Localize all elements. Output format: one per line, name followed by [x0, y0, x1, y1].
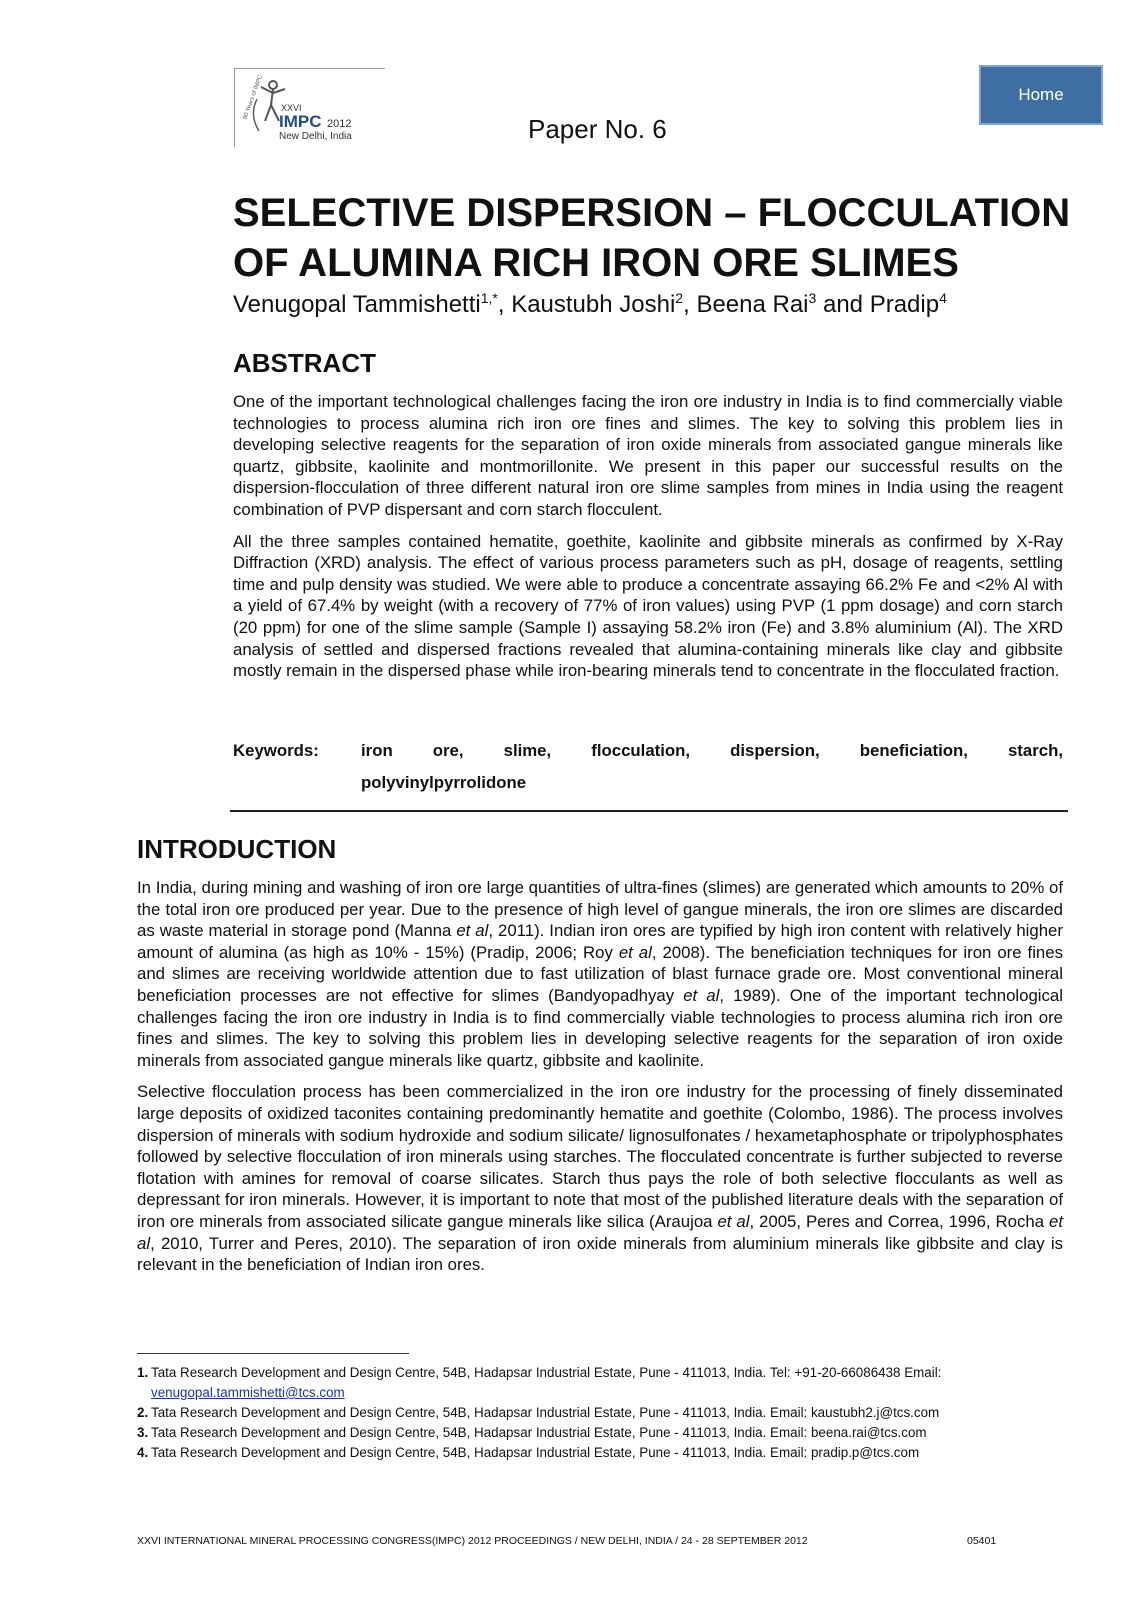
- author-list: [233, 290, 947, 319]
- text-run: , 2008). The beneficiation techniques for iron ore fines and slimes are receiving worldwide attention due to fast utilization of blast furnace grade ore. Most conventional mineral beneficiation processes are not effective for slimes (Bandyopadhyay: [137, 942, 1063, 1005]
- citation-etal: et al: [683, 985, 720, 1005]
- svg-text:New Delhi, India: New Delhi, India: [279, 131, 352, 142]
- text-run: , 2011). Indian iron ores are typified by high iron content with relatively higher amount of alumina (as high as 10% - 15%) (Pradip, 2006; Roy: [137, 921, 1063, 962]
- introduction-paragraph: [137, 877, 1063, 1071]
- abstract-body: [233, 391, 1063, 682]
- abstract-heading: ABSTRACT: [233, 348, 376, 378]
- text-run: In India, during mining and washing of iron ore large quantities of ultra-fines (slimes) are generated which amounts to 20% of the total iron ore produced per year. Due to the presence of high level of gangue minerals, the iron ore slimes are discarded as waste material in storage pond (Manna: [137, 878, 1063, 941]
- introduction-body: [137, 877, 1063, 1276]
- footnote: [137, 1363, 1067, 1403]
- abstract-paragraph: One of the important technological challenges facing the iron ore industry in India is to find commercially viable technologies to process alumina rich iron ore fines and slimes. The key to solving this problem lies in developing selective reagents for the separation of iron oxide minerals from associated gangue minerals like quartz, gibbsite, kaolinite and montmorillonite. We present in this paper our successful results on the dispersion-flocculation of three different natural iron ore slime samples from mines in India using the reagent combination of PVP dispersant and corn starch flocculent.: [233, 392, 1063, 519]
- abstract-paragraph: All the three samples contained hematite, goethite, kaolinite and gibbsite minerals as confirmed by X-Ray Diffraction (XRD) analysis. The effect of various process parameters such as pH, dosage of reagents, settling time and pulp density was studied. We were able to produce a concentrate assaying 66.2% Fe and <2% Al with a yield of 67.4% by weight (with a recovery of 77% of iron values) using PVP (1 ppm dosage) and corn starch (20 ppm) for one of the slime sample (Sample I) assaying 58.2% iron (Fe) and 3.8% aluminium (Al). The XRD analysis of settled and dispersed fractions revealed that alumina-containing minerals like clay and gibbsite mostly remain in the dispersed phase while iron-bearing minerals tend to concentrate in the flocculated fraction.: [233, 531, 1063, 681]
- svg-text:2012: 2012: [327, 118, 352, 130]
- svg-text:XXVI: XXVI: [281, 103, 302, 113]
- page-number: 05401: [967, 1535, 997, 1547]
- footnote: [137, 1423, 1067, 1443]
- introduction-paragraph: [137, 1081, 1063, 1275]
- author-name: Pradip: [869, 291, 940, 318]
- keywords-line: polyvinylpyrrolidone: [361, 773, 527, 792]
- footnote-text: Tata Research Development and Design Centre, 54B, Hadapsar Industrial Estate, Pune - 411013, India. Email: pradip.p@tcs.com: [151, 1445, 920, 1460]
- footnote-divider: [137, 1353, 409, 1354]
- citation-etal: et al: [618, 942, 652, 962]
- page-footer: XXVI INTERNATIONAL MINERAL PROCESSING CONGRESS(IMPC) 2012 PROCEEDINGS / NEW DELHI, INDIA / 24 - 28 SEPTEMBER 2012: [137, 1535, 808, 1547]
- author-separator: ,: [497, 291, 512, 318]
- paper-number: Paper No. 6: [528, 114, 667, 144]
- conference-logo: [234, 68, 385, 147]
- home-button[interactable]: Home: [981, 67, 1101, 123]
- author-affiliation-mark: 3: [808, 290, 817, 306]
- text-run: , 2005, Peres and Correa, 1996, Rocha: [749, 1211, 1049, 1231]
- citation-etal: et al: [717, 1211, 750, 1231]
- author-affiliation-mark: 2: [675, 290, 684, 306]
- footnote-text: Tata Research Development and Design Centre, 54B, Hadapsar Industrial Estate, Pune - 411013, India. Email: beena.rai@tcs.com: [151, 1425, 927, 1440]
- author-name: Kaustubh Joshi: [511, 291, 676, 318]
- text-run: Selective flocculation process has been commercialized in the iron ore industry for the processing of finely disseminated large deposits of oxidized taconites containing predominantly hematite and goethite (Colombo, 1986). The process involves dispersion of minerals with sodium hydroxide and sodium silicate/ lignosulfonates / hexametaphosphate or tripolyphosphates followed by selective flocculation of iron minerals using starches. The flocculated concentrate is further subjected to reverse flotation with amines for removal of coarse silicates. Starch thus pays the role of both selective flocculants as well as depressant for iron minerals. However, it is important to note that most of the published literature deals with the separation of iron ore minerals from associated silicate gangue minerals like silica (Araujoa: [137, 1082, 1063, 1231]
- footnote-text: Tata Research Development and Design Centre, 54B, Hadapsar Industrial Estate, Pune - 411013, India. Tel: +91-20-66086438 Email:: [151, 1365, 942, 1380]
- footnote-number: 1.: [137, 1365, 149, 1380]
- text-run: , 1989). One of the important technological challenges facing the iron ore industry in India is to find commercially viable technologies to process alumina rich iron ore fines and slimes. The key to solving this problem lies in developing selective reagents for the separation of iron oxide minerals from associated gangue minerals like quartz, gibbsite and kaolinite.: [137, 985, 1063, 1070]
- section-divider: [230, 810, 1068, 812]
- footnote: [137, 1403, 1067, 1423]
- author-name: Beena Rai: [696, 291, 809, 318]
- introduction-heading: INTRODUCTION: [137, 834, 337, 864]
- author-separator: and: [816, 291, 870, 318]
- footnote: [137, 1443, 1067, 1463]
- author-separator: ,: [683, 291, 697, 318]
- footnote-number: 3.: [137, 1425, 149, 1440]
- keywords-label: Keywords:: [233, 741, 319, 760]
- citation-etal: et al: [456, 921, 489, 941]
- text-run: , 2010, Turrer and Peres, 2010). The separation of iron oxide minerals from aluminium minerals like gibbsite and clay is relevant in the beneficiation of Indian iron ores.: [137, 1233, 1063, 1275]
- footnotes: [137, 1363, 1067, 1463]
- author-affiliation-mark: 1,*: [480, 290, 498, 306]
- paper-title: SELECTIVE DISPERSION – FLOCCULATION OF ALUMINA RICH IRON ORE SLIMES: [233, 191, 1071, 285]
- svg-text:IMPC: IMPC: [279, 112, 322, 131]
- footnote-text: Tata Research Development and Design Centre, 54B, Hadapsar Industrial Estate, Pune - 411013, India. Email: kaustubh2.j@tcs.com: [151, 1405, 940, 1420]
- footnote-number: 4.: [137, 1445, 149, 1460]
- keywords-line: iron ore, slime, flocculation, dispersion, beneficiation, starch,: [361, 741, 1063, 760]
- impc-logo-graphic: [235, 69, 385, 147]
- footnote-email-link[interactable]: venugopal.tammishetti@tcs.com: [151, 1385, 345, 1400]
- author-affiliation-mark: 4: [939, 290, 947, 306]
- svg-text:80 Years of IMPC: 80 Years of IMPC: [242, 74, 265, 121]
- citation-etal: et al: [137, 1211, 1063, 1253]
- author-name: Venugopal Tammishetti: [233, 291, 481, 318]
- footnote-number: 2.: [137, 1405, 149, 1420]
